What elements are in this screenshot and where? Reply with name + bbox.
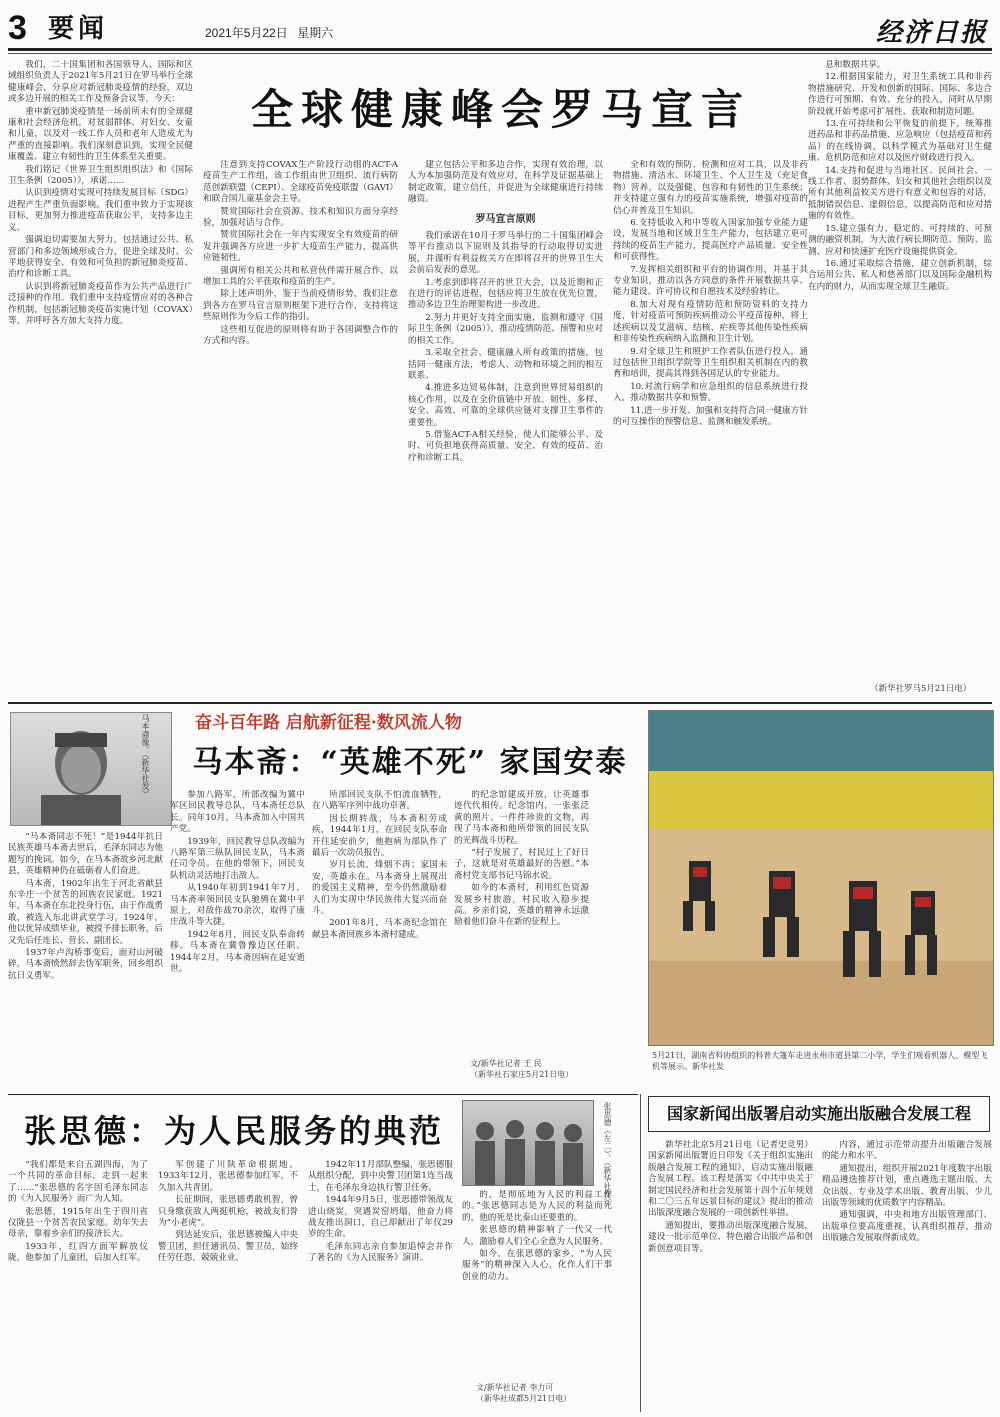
paper-logo: 经济日报 — [875, 18, 988, 48]
paragraph: “马本斋同志不死！”是1944年抗日民族英雄马本斋去世后，毛泽东同志为他题写的挽词。如今，在马本斋故乡河北献县，英雄精神仍在砥砺着人们奋进。 — [8, 832, 163, 877]
paragraph: 2001年8月，马本斋纪念馆在献县本斋回族乡本斋村建成。 — [312, 918, 447, 940]
paragraph: 1937年卢沟桥事变后，面对山河破碎，马本斋愤然辞去伪军职务，回乡组织抗日义勇军。 — [8, 948, 163, 981]
paragraph: 如今，在张思德的家乡，“为人民服务”的精神深入人心，化作人们干事创业的动力。 — [462, 1249, 612, 1282]
paragraph: 我们承诺在10月于罗马举行的二十国集团峰会等平台推动以下原则及其指导的行动取得切实进展，并谨听有利益攸关方在即将召开的世界卫生大会前后发表的意见。 — [408, 231, 603, 276]
press-column-1 — [648, 1140, 813, 1412]
ma-column-1 — [8, 832, 163, 1090]
paragraph: 10.对流行病学和应急组织的信息系统进行投入，推动数据共享和预警。 — [613, 381, 808, 404]
paragraph: 8.加大对现有疫情防范和预防资料的支持力度，针对疫苗可预防疾病推动公平疫苗接种，将上述疾病以及艾滋病、结核、疟疾等其他传染性疾病和非传染性疾病纳入监测和卫生计划。 — [613, 299, 808, 345]
paragraph: 张思德的精神影响了一代又一代人，激励着人们全心全意为人民服务。 — [462, 1225, 612, 1247]
paragraph: 马本斋，1902年出生于河北省献县东辛庄一个贫苦的回族农民家庭。1921年，马本斋在东北投身行伍，由于作战勇敢，被选入东北讲武堂学习。1924年，他以优异成绩毕业，被授予排长职务，后又先后任连长、营长、副团长。 — [8, 878, 163, 946]
paragraph: 5.借鉴ACT-A相关经验，使人们能够公平、及时、可负担地获得高质量、安全、有效的疫苗、治疗和诊断工具。 — [408, 429, 603, 463]
paragraph: 从1940年初到1941年7月，马本斋率领回民支队驰骋在冀中平原上，对敌作战70余次，取得了康庄战斗等大捷。 — [170, 883, 305, 928]
robot-photo-illustration — [649, 711, 993, 1045]
paragraph: 4.推进多边贸易体制，注意到世界贸易组织的核心作用，以及在全价值链中开放、韧性、多样、安全、高效、可靠的全球供应链对支撑卫生事件的重要性。 — [408, 383, 603, 428]
paragraph: “村子发展了，村民过上了好日子，这就是对英雄最好的告慰。”本斋村党支部书记马锦水说。 — [454, 848, 589, 881]
paragraph: 1942年11月部队整编，张思德服从组织分配，到中央警卫团第1连当战士，在毛泽东身边执行警卫任务。 — [308, 1160, 453, 1193]
group-photo-illustration — [463, 1101, 593, 1185]
page-number: 3 — [8, 9, 27, 47]
paragraph: 13.在可持续和公平恢复的前提下，统筹推进药品和非药品措施、应急响应（包括疫苗和药品）的在线协调，以科学模式为基础对卫生健康、危机防范和应对以及医疗财政进行投入。 — [808, 119, 992, 164]
paragraph: 赞赏国际社会在一年内实现安全有效疫苗的研发并强调各方应进一步扩大疫苗生产能力，提高供应链韧性。 — [203, 230, 398, 264]
paragraph: 6.支持低收入和中等收入国家加强专业能力建设，发展当地和区域卫生生产能力，包括建立更可持续的疫苗生产能力，提高医疗产品质量、安全性和可获得性。 — [613, 218, 808, 263]
press-headline: 国家新闻出版署启动实施出版融合发展工程 — [666, 1104, 971, 1123]
series-banner: 奋斗百年路 启航新征程·数风流人物 — [195, 713, 462, 733]
paragraph: 11.进一步开发、加强和支持符合同一健康方针的可互操作的预警信息、监测和触发系统。 — [613, 405, 808, 427]
paragraph: 14.支持和促进与当地社区、民间社会、一线工作者、弱势群体、妇女和其他社会组织以及所有其他利益攸关方进行有意义和包容的对话，抵制错误信息、虚假信息，以提高防范和应对措施的有效性。 — [808, 165, 992, 222]
zhang-column-4 — [462, 1190, 612, 1378]
paragraph: 认识到将新冠肺炎疫苗作为公共产品进行广泛接种的作用。我们重申支持疫情应对的各种合作机制，包括新冠肺炎疫苗实施计划（COVAX）等，并呼吁各方加大支持力度。 — [8, 281, 193, 326]
paragraph: 所部回民支队不怕流血牺牲，在八路军序列中战功卓著。 — [312, 790, 447, 812]
paragraph: 军创建了川陕革命根据地。1933年12月，张思德参加红军，不久加入共青团。 — [158, 1160, 298, 1193]
paragraph: 的，是彻底地为人民的利益工作的。”张思德同志是为人民的利益而死的，他的死是比泰山还要重的。 — [462, 1190, 612, 1223]
paragraph: 重申新冠肺炎疫情是一场前所未有的全球健康和社会经济危机，对贫弱群体、对妇女、女童和儿童，以及对一线工作人员和老年人造成尤为严重的直接影响。我们深刻意识到，实现全民健康覆盖、建立有韧性的卫生体系至关重要。 — [8, 106, 193, 163]
rome-column-2 — [203, 160, 398, 696]
zhang-column-3 — [308, 1160, 453, 1410]
paragraph: 12.根据国家能力，对卫生系统工具和非药物措施研究、开发和创新的国际、国际、多边合作进行可预期、有效、充分的投入，同时从早期阶段就开始考虑可扩展性、获取和制造问题。 — [808, 72, 992, 117]
paragraph: 15.建立强有力、稳定的、可持续的、可预测的融资机制，为大流行病长期防范、预防、监测、应对和快速扩充医疗设施提供资金。 — [808, 223, 992, 257]
ma-column-3 — [312, 790, 447, 1090]
ma-headline: 马本斋：“英雄不死” 家国安泰 — [192, 745, 628, 780]
zhang-column-2 — [158, 1160, 298, 1410]
robot-photo — [648, 710, 994, 1046]
paragraph: 2.努力并更好支持全面实施、监测和遵守《国际卫生条例（2005）》，推动疫情防范、预警和应对的相关工作。 — [408, 312, 603, 346]
paragraph: 通知提出，要推动出版深度融合发展，建设一批示范单位、特色融合出版产品和创新创意项目等。 — [648, 1220, 813, 1254]
paragraph: 因长期转战，马本斋积劳成疾，1944年1月，在回民支队奉命开往延安前夕，他抱病为部队作了最后一次动员报告。 — [312, 813, 447, 859]
paragraph: 岁月长流，烽烟不再；家国未安，英雄永在。马本斋身上展现出的爱国主义精神，至今仍然激励着人们为实现中华民族伟大复兴而奋斗。 — [312, 860, 447, 917]
paragraph: 1.考虑到即将召开的世卫大会，以及近期和正在进行的评估进程，包括应将卫生放在优先位置，推动多边卫生治理架构进一步改进。 — [408, 277, 603, 311]
section-name: 要闻 — [48, 14, 109, 44]
paragraph: 我们铭记《世界卫生组织组织法》和《国际卫生条例（2005）》，承诺…… — [8, 164, 193, 187]
paragraph: 这些相互促进的原则将有助于各国调整合作的方式和内容。 — [203, 324, 398, 347]
weekday: 星期六 — [297, 26, 334, 40]
masthead-rule — [8, 48, 992, 51]
paragraph: 强调迫切需要加大努力，包括通过公共、私营部门和多边领域形成合力，促进全球及时、公平地获得安全、有效和可负担的新冠肺炎疫苗、治疗和诊断工具。 — [8, 235, 193, 280]
rome-column-3 — [408, 160, 603, 696]
paragraph: 1944年9月5日，张思德带领战友进山烧炭，突遇炭窑坍塌，他奋力将战友推出洞口，自己却献出了年仅29岁的生命。 — [308, 1195, 453, 1240]
paragraph: 通知强调，中央和地方出版管理部门、出版单位要高度重视，认真组织推荐，推动出版融合发展取得新成效。 — [822, 1210, 992, 1244]
paragraph: 长征期间，张思德勇敢机智，曾只身缴获敌人两挺机枪，被战友们誉为“小老虎”。 — [158, 1195, 298, 1229]
paragraph: 7.发挥相关组织和平台的协调作用，并基于其专业知识，推动以各方同意的条件开展数据共享、能力建设、许可协议和自愿技术及经验转让。 — [613, 264, 808, 298]
paragraph: 强调所有相关公共和私营伙伴需开展合作，以增加工具的公平获取和疫苗的生产。 — [203, 265, 398, 288]
paragraph: 到达延安后，张思德被编入中央警卫团，担任通讯员、警卫员，始终任劳任怨，兢兢业业。 — [158, 1230, 298, 1264]
paragraph: 注意到支持COVAX生产阶段行动组的ACT-A疫苗生产工作组，该工作组由世卫组织、流行病防范创新联盟（CEPI）、全球疫苗免疫联盟（GAVI）和联合国儿童基金会主导。 — [203, 160, 398, 205]
paragraph: 内容，通过示范带动提升出版融合发展的能力和水平。 — [822, 1140, 992, 1162]
photo-caption: 5月21日，湖南省科协组织的科普大篷车走进永州市道县第二小学，学生们观看机器人、模型飞机等展示。新华社发 — [652, 1051, 988, 1071]
ma-column-4 — [454, 790, 589, 1052]
paragraph: 建立包括公平和多边合作，实现有效治理，以人为本加强防范及有效应对，在科学及证据基础上制定政策，建立信任，并促进为全球健康进行持续融资。 — [408, 160, 603, 205]
paragraph: 除上述声明外，鉴于当前疫情形势，我们注意到各方在罗马宣言原则框架下进行合作，支持将这些原则作为今后工作的指引。 — [203, 289, 398, 323]
paragraph: 的纪念馆建成开放，让英雄事迹代代相传。纪念馆内，一张张泛黄的照片、一件件珍贵的文物，再现了马本斋和他所带领的回民支队的光辉战斗历程。 — [454, 790, 589, 846]
paragraph: 如今的本斋村，利用红色资源发展乡村旅游，村民收入稳步提高。乡亲们说，英雄的精神永远激励着他们奋斗在新的征程上。 — [454, 883, 589, 928]
paragraph: 通知提出，组织开展2021年度数字出版精品遴选推荐计划，重点遴选主题出版、大众出版、专业及学术出版、教育出版、少儿出版等领域的优质数字内容精品。 — [822, 1163, 992, 1209]
zhang-headline: 张思德：为人民服务的典范 — [24, 1112, 445, 1150]
section-divider-2 — [8, 1094, 638, 1095]
ma-source: 文/新华社记者 王 民 （新华社石家庄5月21日电） — [470, 1059, 574, 1079]
paragraph: 赞赏国际社会在资源、技术和知识方面分享经验，加强对话与合作。 — [203, 206, 398, 229]
paragraph: 16.通过采取综合措施，建立创新机制，综合运用公共、私人和慈善部门以及国际金融机构在内的财力，从而实现全球卫生融资。 — [808, 258, 992, 292]
paragraph: “我们都是来自五湖四海，为了一个共同的革命目标，走到一起来了……”张思德的名字因毛泽东同志的《为人民服务》而广为人知。 — [8, 1160, 148, 1205]
paragraph: 参加八路军，所部改编为冀中军区回民教导总队，马本斋任总队长。同年10月，马本斋加入中国共产党。 — [170, 790, 305, 835]
section-divider — [8, 702, 992, 704]
zhang-photo-caption: 张思德（左二）。（新华社发） — [603, 1102, 612, 1206]
zhang-source: 文/新华社记者 李力可 （新华社成都5月21日电） — [476, 1383, 572, 1403]
issue-date — [205, 24, 333, 41]
paragraph: 全和有效的预防、检测和应对工具，以及非药物措施、清洁水、环境卫生、个人卫生及（充足食物）营养，以及强健、包容和有韧性的卫生系统；并支持建立强有力的疫苗实施系统，增强对疫苗的信心并普及卫生知识。 — [613, 160, 808, 216]
ma-portrait-caption: 马本斋像。（新华社发） — [141, 714, 150, 798]
paragraph: 我们，二十国集团和各国领导人、国际和区域组织负责人于2021年5月21日在罗马举行全球健康峰会，分享应对新冠肺炎疫情的经验，双边或多边开展的相关工作及预备会议等，今天： — [8, 60, 193, 105]
ma-column-2 — [170, 790, 305, 1090]
rome-column-1 — [8, 60, 193, 696]
press-column-2 — [822, 1140, 992, 1412]
rome-column-4 — [613, 160, 808, 696]
rome-source: （新华社罗马5月21日电） — [870, 684, 972, 694]
paragraph: 新华社北京5月21日电（记者史竞男）国家新闻出版署近日印发《关于组织实施出版融合发展工程的通知》，启动实施出版融合发展工程。该工程是落实《中共中央关于制定国民经济和社会发展第十四个五年规划和二〇三五年远景目标的建议》提出的推动出版深度融合发展的一项创新性举措。 — [648, 1140, 813, 1219]
zhang-column-1 — [8, 1160, 148, 1410]
paragraph: 息和数据共享。 — [825, 60, 886, 70]
rome-headline: 全球健康峰会罗马宣言 — [250, 85, 751, 134]
column-divider — [640, 1094, 641, 1412]
date: 2021年5月22日 — [205, 26, 288, 40]
paragraph: 毛泽东同志亲自参加追悼会并作了著名的《为人民服务》演讲。 — [308, 1241, 453, 1264]
zhang-photo — [462, 1100, 594, 1186]
masthead-rule-thin — [8, 53, 992, 54]
paragraph: 1942年8月，回民支队奉命转移。马本斋在冀鲁豫边区任职。1944年2月，马本斋因病在延安逝世。 — [170, 929, 305, 975]
press-headline-box — [648, 1096, 990, 1132]
paragraph: 1939年，回民教导总队改编为八路军第三纵队回民支队，马本斋任司令员。在他的带领下，回民支队机动灵活地打击敌人。 — [170, 836, 305, 881]
paragraph: 张思德，1915年出生于四川省仪陇县一个贫苦农民家庭。幼年失去母亲，靠着乡亲们的接济长大。 — [8, 1206, 148, 1240]
principles-heading: 罗马宣言原则 — [475, 213, 536, 225]
paragraph: 9.对全球卫生和照护工作者队伍进行投入，通过包括世卫组织学院等卫生组织相关机制在内的教育和培训，提高其得到各国足认的专业能力。 — [613, 346, 808, 380]
paragraph: 1933年，红四方面军解放仪陇，他参加了儿童团，后加入红军。 — [8, 1241, 148, 1264]
rome-column-5 — [808, 60, 992, 680]
paragraph: 认识到疫情对实现可持续发展目标（SDG）进程产生严重负面影响。我们重申致力于实现该目标，更加努力推进疫苗获取公平，支持多边主义。 — [8, 188, 193, 233]
paragraph: 3.采取全社会、健康融入所有政策的措施，包括同一健康方法，考虑人、动物和环境之间的相互联系。 — [408, 348, 603, 381]
